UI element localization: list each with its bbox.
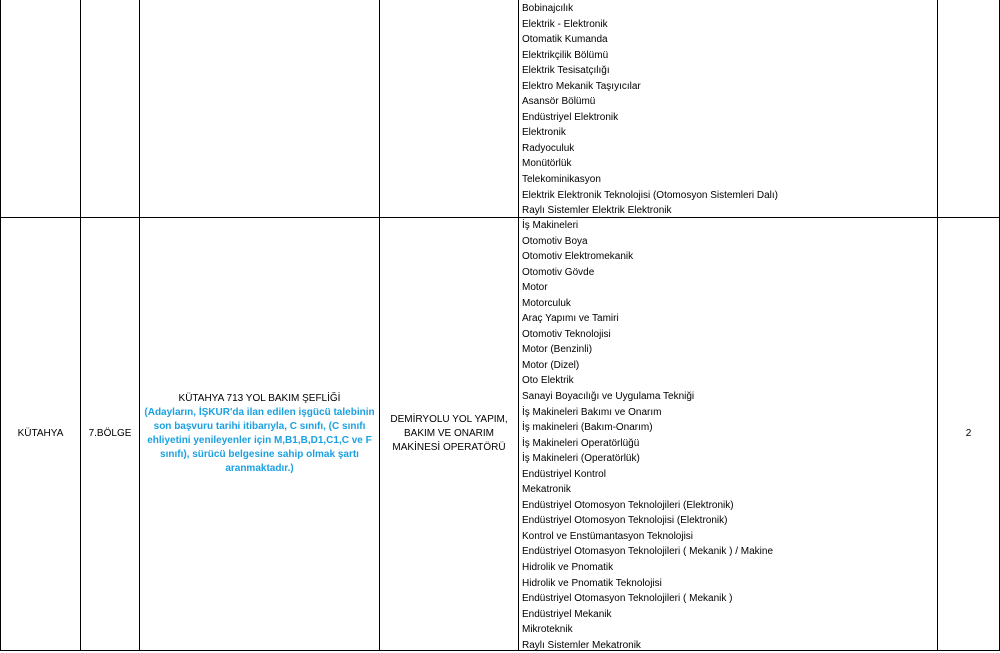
list-item: Endüstriyel Otomasyon Teknolojileri ( Mekanik ) — [522, 593, 733, 605]
table-border-bottom — [0, 650, 1000, 651]
list-item: Monütörlük — [522, 158, 572, 170]
list-item: Kontrol ve Enstümantasyon Teknolojisi — [522, 530, 694, 542]
list-item: Otomatik Kumanda — [522, 34, 608, 46]
list-item: Otomotiv Boya — [522, 235, 588, 247]
list-item: Elektrik Tesisatçılığı — [522, 65, 610, 77]
program-list-main — [522, 218, 773, 653]
list-item: Raylı Sistemler Elektrik Elektronik — [522, 205, 672, 217]
list-item: Endüstriyel Otomosyon Teknolojisi (Elektronik) — [522, 515, 728, 527]
list-item: Mikroteknik — [522, 624, 573, 636]
list-item: Sanayi Boyacılığı ve Uygulama Tekniği — [522, 391, 695, 403]
list-item: Elektro Mekanik Taşıyıcılar — [522, 80, 641, 92]
list-item: Endüstriyel Otomasyon Teknolojileri ( Mekanik ) / Makine — [522, 546, 774, 558]
program-list-top — [522, 1, 778, 219]
list-item: Hidrolik ve Pnomatik — [522, 562, 614, 574]
list-item: Otomotiv Teknolojisi — [522, 328, 611, 340]
position-count: 2 — [965, 428, 972, 439]
unit-cell — [140, 218, 379, 650]
list-item: Telekominikasyon — [522, 174, 601, 186]
list-item: Endüstriyel Mekanik — [522, 608, 612, 620]
list-item: Asansör Bölümü — [522, 96, 596, 108]
list-item: Endüstriyel Kontrol — [522, 468, 606, 480]
list-item: Raylı Sistemler Mekatronik — [522, 639, 641, 651]
list-item: Endüstriyel Otomosyon Teknolojileri (Elektronik) — [522, 499, 734, 511]
count-cell — [938, 218, 999, 650]
province-name: KÜTAHYA — [17, 428, 64, 439]
list-item: Radyoculuk — [522, 142, 575, 154]
list-item: Otomotiv Elektromekanik — [522, 251, 634, 263]
list-item: İş Makineleri Operatörlüğü — [522, 437, 640, 449]
column-divider — [518, 0, 519, 651]
unit-requirement-note: (Adayların, İŞKUR'da ilan edilen işgücü talebinin son başvuru tarihi itibarıyla, C sınıfı, (C sınıfı ehliyetini yenileyenler için M,B1,B,D1,C1,C ve F sınıfı), sürücü belgesine sahip olmak şartı aranmaktadır.) — [144, 407, 375, 474]
list-item: Motorculuk — [522, 297, 571, 309]
position-cell — [380, 218, 518, 650]
list-item: Araç Yapımı ve Tamiri — [522, 313, 619, 325]
list-item: Elektronik — [522, 127, 566, 139]
list-item: Endüstriyel Elektronik — [522, 111, 619, 123]
list-item: Motor — [522, 282, 548, 294]
region-cell — [81, 218, 139, 650]
list-item: İş Makineleri Bakımı ve Onarım — [522, 406, 662, 418]
list-item: Mekatronik — [522, 484, 571, 496]
list-item: Hidrolik ve Pnomatik Teknolojisi — [522, 577, 662, 589]
list-item: Otomotiv Gövde — [522, 266, 595, 278]
list-item: İş Makineleri — [522, 220, 579, 231]
position-title: DEMİRYOLU YOL YAPIM, BAKIM VE ONARIM MAKİNESİ OPERATÖRÜ — [390, 414, 508, 453]
list-item: Elektrikçilik Bölümü — [522, 49, 609, 61]
list-item: Elektrik - Elektronik — [522, 18, 608, 30]
list-item: Motor (Dizel) — [522, 359, 580, 371]
list-item: İş makineleri (Bakım-Onarım) — [522, 422, 653, 434]
list-item: Motor (Benzinli) — [522, 344, 593, 356]
list-item: Bobinajcılık — [522, 3, 574, 14]
list-item: Oto Elektrik — [522, 375, 574, 387]
list-item: İş Makineleri (Operatörlük) — [522, 453, 640, 465]
list-item: Elektrik Elektronik Teknolojisi (Otomosyon Sistemleri Dalı) — [522, 189, 779, 201]
region-name: 7.BÖLGE — [88, 428, 132, 439]
province-cell — [1, 218, 80, 650]
unit-title: KÜTAHYA 713 YOL BAKIM ŞEFLİĞİ — [178, 393, 341, 404]
